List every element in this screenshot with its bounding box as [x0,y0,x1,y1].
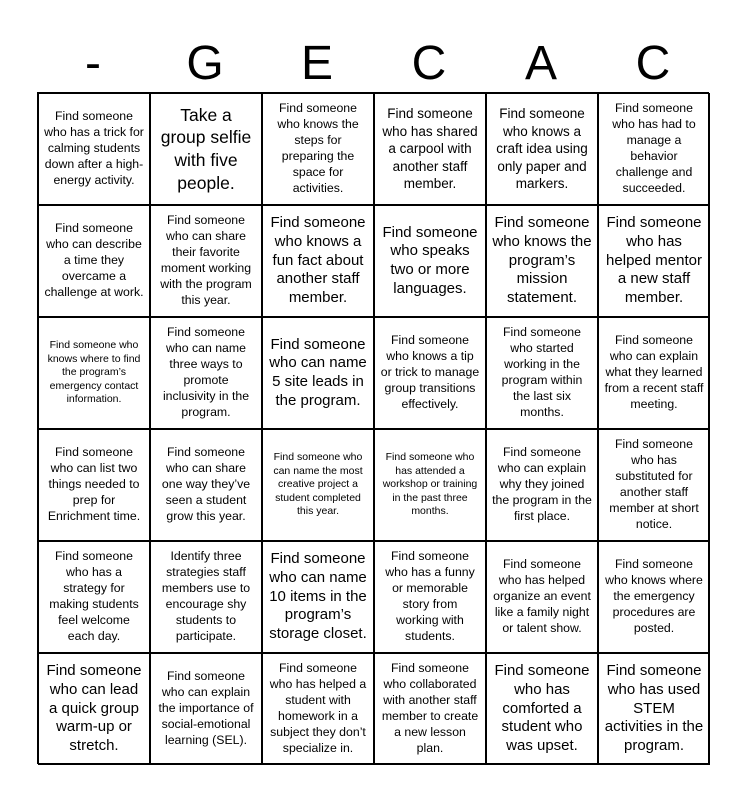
cell-text: Find someone who knows where to find the program’s emergency contact information. [47,339,141,406]
cell-text: Find someone who can share their favorite moment working with the program this year. [160,213,252,307]
cell-text: Find someone who collaborated with another staff member to create a new lesson plan. [381,661,479,755]
cell-text: Find someone who knows a fun fact about another staff member. [270,214,366,307]
bingo-cell[interactable] [150,653,262,765]
bingo-cell[interactable] [38,93,150,205]
bingo-cell[interactable] [150,541,262,653]
cell-text: Find someone who can list two things needed to prep for Enrichment time. [47,445,141,523]
cell-text: Find someone who can name the most creative project a student completed this year. [273,451,363,518]
cell-text: Find someone who can explain what they learned from a recent staff meeting. [604,333,704,411]
cell-text: Take a group selfie with five people. [160,104,252,193]
bingo-board [37,92,709,764]
cell-text: Find someone who has used STEM activities in the program. [604,662,704,755]
bingo-cell[interactable] [262,541,374,653]
cell-text: Find someone who has helped mentor a new staff member. [606,214,702,307]
bingo-cell[interactable] [262,429,374,541]
cell-text: Find someone who has comforted a student who was upset. [494,662,590,755]
bingo-cell[interactable] [38,205,150,317]
cell-text: Find someone who can name three ways to promote inclusivity in the program. [162,325,250,419]
cell-text: Find someone who has had to manage a behavior challenge and succeeded. [612,101,696,195]
bingo-cell[interactable] [598,541,710,653]
header-letter: A [524,37,557,90]
bingo-cell[interactable] [150,93,262,205]
bingo-cell[interactable] [262,93,374,205]
cell-text: Find someone who has substituted for another staff member at short notice. [609,437,699,531]
header-letter: - [85,37,101,90]
bingo-cell[interactable] [374,541,486,653]
bingo-cell[interactable] [486,93,598,205]
cell-text: Find someone who has a trick for calming students down after a high-energy activity. [44,109,144,187]
bingo-header [37,36,709,92]
cell-text: Find someone who started working in the program within the last six months. [501,325,583,419]
cell-text: Find someone who knows a tip or trick to manage group transitions effectively. [380,333,480,411]
cell-text: Find someone who can explain the importance of social-emotional learning (SEL). [158,669,254,747]
bingo-cell[interactable] [150,205,262,317]
bingo-cell[interactable] [38,429,150,541]
header-letter: E [300,37,333,90]
cell-text: Find someone who can describe a time they overcame a challenge at work. [44,221,144,299]
bingo-cell[interactable] [598,653,710,765]
bingo-cell[interactable] [374,429,486,541]
cell-text: Find someone who can name 10 items in the program’s storage closet. [269,550,367,643]
cell-text: Find someone who knows a craft idea using only paper and markers. [496,106,588,192]
cell-text: Find someone who can lead a quick group warm-up or stretch. [46,662,142,755]
bingo-cell[interactable] [486,205,598,317]
header-letter: G [186,37,224,90]
cell-text: Find someone who has attended a workshop or training in the past three months. [382,451,478,518]
bingo-cell[interactable] [598,93,710,205]
cell-text: Find someone who knows the steps for preparing the space for activities. [277,101,359,195]
bingo-cell[interactable] [262,653,374,765]
bingo-cell[interactable] [150,317,262,429]
cell-text: Find someone who has shared a carpool with another staff member. [382,106,478,192]
bingo-cell[interactable] [262,205,374,317]
bingo-cell[interactable] [486,653,598,765]
bingo-cell[interactable] [598,429,710,541]
cell-text: Find someone who has helped a student with homework in a subject they don’t specialize in. [269,661,367,755]
bingo-cell[interactable] [486,429,598,541]
cell-text: Find someone who can share one way they’ve seen a student grow this year. [161,445,251,523]
bingo-cell[interactable] [38,653,150,765]
cell-text: Find someone who can explain why they joined the program in the first place. [492,445,592,523]
bingo-cell[interactable] [598,317,710,429]
header-letter: C [411,37,447,90]
bingo-cell[interactable] [486,541,598,653]
cell-text: Find someone who has a funny or memorable story from working with students. [385,549,475,643]
bingo-cell[interactable] [374,317,486,429]
cell-text: Find someone who has helped organize an event like a family night or talent show. [493,557,591,635]
cell-text: Find someone who has a strategy for making students feel welcome each day. [49,549,139,643]
cell-text: Find someone who speaks two or more languages. [382,223,478,297]
bingo-cell[interactable] [486,317,598,429]
bingo-cell[interactable] [598,205,710,317]
bingo-cell[interactable] [38,541,150,653]
bingo-cell[interactable] [374,205,486,317]
bingo-cell[interactable] [374,653,486,765]
cell-text: Find someone who knows where the emergency procedures are posted. [605,557,703,635]
bingo-cell[interactable] [262,317,374,429]
bingo-cell[interactable] [150,429,262,541]
cell-text: Find someone who can name 5 site leads in the program. [269,335,367,409]
bingo-cell[interactable] [38,317,150,429]
cell-text: Find someone who knows the program’s mission statement. [492,214,592,307]
cell-text: Identify three strategies staff members use to encourage shy students to participate. [161,549,251,643]
header-letter: C [635,37,671,90]
bingo-cell[interactable] [374,93,486,205]
